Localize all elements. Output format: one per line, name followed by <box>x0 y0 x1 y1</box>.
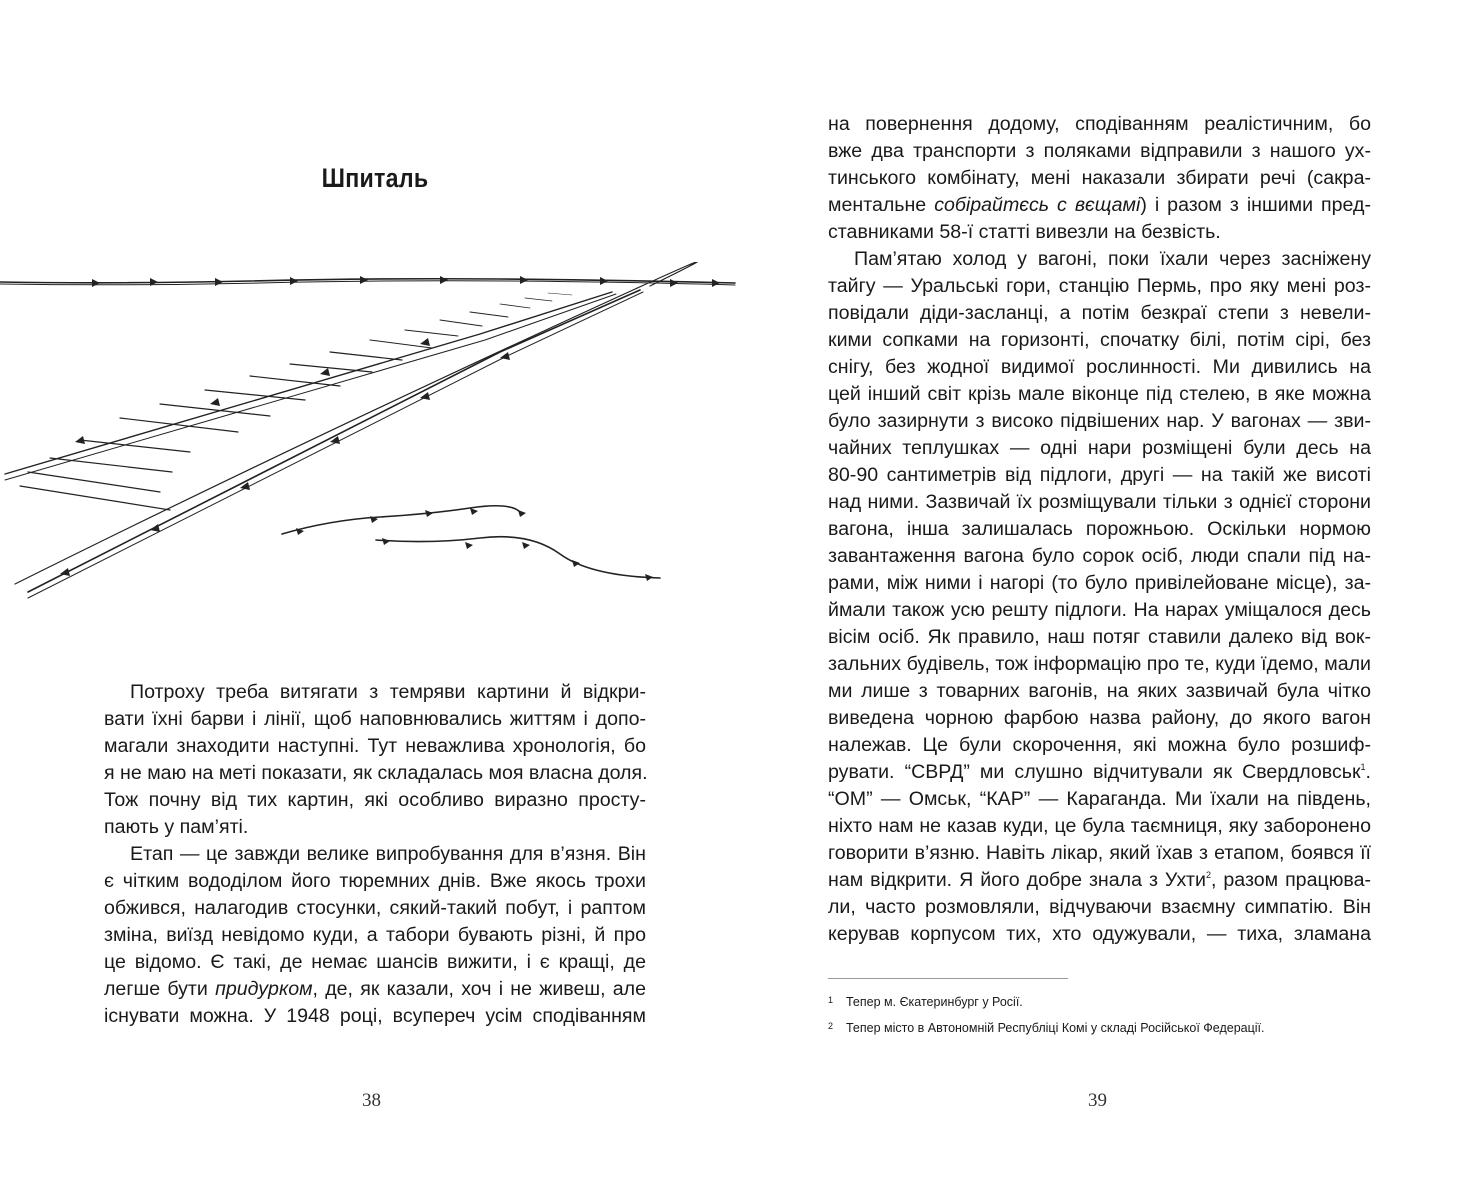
text-line: належав. Це були скорочення, які можна було розшиф- <box>828 734 1371 756</box>
text-line: виведена чорною фарбою назва району, до якого вагон <box>828 707 1371 729</box>
text-line: повідали діди-засланці, а потім безкраї степи з невели- <box>828 302 1371 324</box>
paragraph <box>104 841 646 1030</box>
text-run: , де, як казали, хоч і не живеш, але <box>312 978 646 1000</box>
text-line: Етап — це завжди велике випробування для в’язня. Він <box>130 843 646 865</box>
text-run: нам відкрити. Я його добре знала з Ухти <box>828 869 1206 891</box>
text-line: ставниками 58-ї статті вивезли на безвість. <box>828 221 1221 243</box>
text-line: кими сопками на горизонті, спочатку білі, потім сірі, без <box>828 329 1371 351</box>
page-number-right: 39 <box>1088 1090 1107 1111</box>
footnote-divider <box>828 978 1068 979</box>
text-line: пають у пам’яті. <box>104 816 249 838</box>
text-line <box>828 759 1371 786</box>
text-line: зміна, виїзд невідомо куди, а табори бувають різні, й про <box>104 924 646 946</box>
text-line: Тож почну від тих картин, які особливо виразно просту- <box>104 789 646 811</box>
page-number-left: 38 <box>362 1090 381 1111</box>
text-run: ) і разом з іншими пред- <box>1140 194 1371 216</box>
text-line: вати їхні барви і лінії, щоб наповнювались життям і допо- <box>104 708 646 730</box>
text-line: снігу, без жодної видимої рослинності. Ми дивились на <box>828 356 1371 378</box>
text-line: вісім осіб. Як правило, наш потяг ставили далеко від вок- <box>828 626 1371 648</box>
text-line: на повернення додому, сподіванням реалістичним, бо <box>828 113 1371 135</box>
text-line: Пам’ятаю холод у вагоні, поки їхали через засніжену <box>854 248 1371 270</box>
text-line: ніхто нам не казав куди, це була таємниця, яку заборонено <box>828 815 1371 837</box>
text-line: цей інший світ крізь мале віконце під стелею, в яке можна <box>828 383 1371 405</box>
text-line: вже два транспорти з поляками відправили з нашого ух- <box>828 140 1371 162</box>
text-line: ймали також усю решту підлоги. На нарах уміщалося десь <box>828 599 1371 621</box>
text-run: ментальне <box>828 194 935 216</box>
italic-term: придурком <box>215 978 313 1000</box>
paragraph <box>828 246 1371 948</box>
text-line: магали знаходити наступні. Тут неважлива хронологія, бо <box>104 735 646 757</box>
right-page-body <box>828 111 1371 948</box>
text-line <box>828 192 1371 219</box>
text-line: чайних теплушках — одні нари розміщені були десь на <box>828 437 1371 459</box>
text-line: ли, часто розмовляли, відчуваючи взаємну симпатію. Він <box>828 896 1371 918</box>
text-line: керував корпусом тих, хто одужували, — тиха, зламана <box>828 923 1371 945</box>
text-line: тинського комбінату, мені наказали збирати речі (сакра- <box>828 167 1371 189</box>
text-run: . <box>1365 761 1371 783</box>
footnote-ref-2: 2 <box>1205 870 1211 880</box>
text-line: говорити в’язню. Навіть лікар, який їхав з етапом, боявся її <box>828 842 1371 864</box>
railway-barbed-wire-illustration <box>0 262 737 607</box>
text-line: існувати можна. У 1948 році, всупереч усім сподіванням <box>104 1005 646 1027</box>
text-line <box>828 867 1371 894</box>
text-line <box>104 976 646 1003</box>
text-line: є чітким вододілом його тюремних днів. Вже якось трохи <box>104 870 646 892</box>
text-line: вагона, інша залишалась порожньою. Оскільки нормою <box>828 518 1371 540</box>
text-line: ми лише з товарних вагонів, на яких зазвичай була чітко <box>828 680 1371 702</box>
text-run: рувати. “СВРД” ми слушно відчитували як Свердловськ <box>828 761 1361 783</box>
italic-term: собірайтєсь с вєщамі <box>934 194 1141 216</box>
text-line: “ОМ” — Омськ, “КАР” — Караганда. Ми їхали на південь, <box>828 788 1371 810</box>
text-line: я не маю на меті показати, як складалась моя власна доля. <box>104 762 648 784</box>
paragraph <box>104 679 646 841</box>
footnote-text: Тепер м. Єкатеринбург у Росії. <box>846 995 1023 1009</box>
chapter-title: Шпиталь <box>321 163 429 193</box>
text-line: це відомо. Є такі, де немає шансів вижити, і є кращі, де <box>104 951 646 973</box>
footnote-ref-1: 1 <box>1360 762 1366 772</box>
right-page <box>737 0 1474 1191</box>
text-line: рами, між ними і нагорі (то було привілейоване місце), за- <box>828 572 1371 594</box>
text-line: завантаження вагона було сорок осіб, люди спали під на- <box>828 545 1371 567</box>
footnote-1 <box>828 992 1023 1010</box>
left-page-body <box>104 679 646 1030</box>
text-line: над ними. Зазвичай їх розміщували тільки з однієї сторони <box>828 491 1371 513</box>
text-line: Потроху треба витягати з темряви картини й відкри- <box>130 681 646 703</box>
footnote-number: 1 <box>828 995 834 1005</box>
text-line: було зазирнути з високо підвішених нар. У вагонах — зви- <box>828 410 1371 432</box>
text-line: обжився, налагодив стосунки, сякий-такий побут, і раптом <box>104 897 646 919</box>
footnote-text: Тепер місто в Автономній Республіці Комі у складі Російської Федерації. <box>846 1021 1265 1035</box>
footnote-2 <box>828 1018 1265 1036</box>
text-line: зальних будівель, тож інформацію про те, куди їдемо, мали <box>828 653 1371 675</box>
text-line: 80-90 сантиметрів від підлоги, другі — на такій же висоті <box>828 464 1371 486</box>
text-run: легше бути <box>104 978 216 1000</box>
text-run: , разом працюва- <box>1210 869 1371 891</box>
paragraph <box>828 111 1371 246</box>
text-line: тайгу — Уральські гори, станцію Пермь, про яку мені роз- <box>828 275 1371 297</box>
footnote-number: 2 <box>828 1021 834 1031</box>
